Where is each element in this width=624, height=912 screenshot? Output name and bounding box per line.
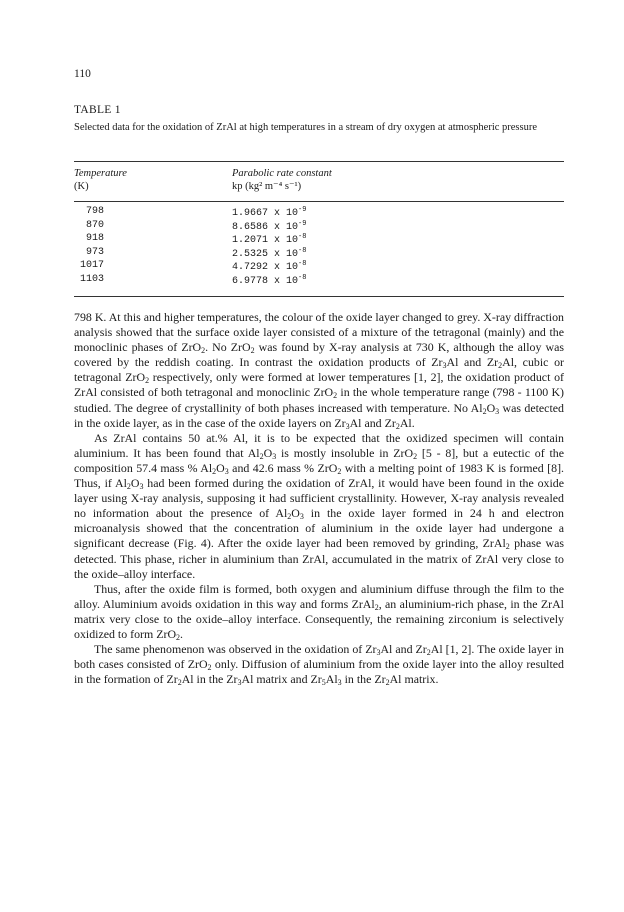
rate-constant-exponent: -8	[298, 246, 307, 255]
rate-constant-mantissa: 8.6586 x 10	[232, 221, 299, 233]
table-top-rule	[74, 161, 564, 162]
rate-constant-cell	[232, 247, 306, 260]
rate-constant-exponent: -8	[298, 233, 307, 241]
temperature-cell: 870	[85, 219, 104, 231]
rate-constant-mantissa: 1.9667 x 10	[232, 208, 299, 219]
rate-constant-exponent: -8	[298, 260, 307, 268]
body-text	[74, 310, 564, 687]
column-unit-rate-constant: kp (kg² m⁻⁴ s⁻¹)	[232, 181, 302, 192]
paragraph-1: 798 K. At this and higher temperatures, the colour of the oxide layer changed to grey. X-ray diffraction analysis showed that the surface oxide layer consisted of a mixture of the tetragonal (mainly) and the monoclinic phases of ZrO$_2$. No ZrO$_2$ was found by X-ray analysis at 730 K, although the alloy was covered by the reddish coating. In contrast the oxidation products of $Zr_3Al$ and $Zr_2Al$, cubic or tetragonal ZrO$_2$ respectively, only were formed at lower temperatures [1, 2], the oxidation product of ZrAl consisted of both tetragonal and monoclinic ZrO$_2$ in the whole temperature range (798 - 1100 K) studied. The degree of crystallinity of both phases increased with temperature. No $Al_2O_3$ was detected in the oxide layer, as in the case of the oxide layers on $Zr_3Al$ and $Zr_2Al$.	[74, 310, 564, 431]
rate-constant-cell	[232, 220, 306, 233]
rate-constant-cell	[232, 260, 306, 273]
column-title-rate-constant: Parabolic rate constant	[232, 168, 332, 179]
rate-constant-exponent: -9	[298, 219, 307, 228]
column-unit-temperature: (K)	[74, 181, 89, 192]
rate-constant-mantissa: 2.5325 x 10	[232, 248, 299, 260]
table-row	[74, 206, 564, 220]
temperature-cell: 798	[85, 206, 104, 217]
rate-constant-mantissa: 4.7292 x 10	[232, 262, 299, 273]
paragraph-4: The same phenomenon was observed in the oxidation of $Zr_3Al$ and $Zr_2Al$ [1, 2]. The oxide layer in both cases consisted of ZrO$_2$ only. Diffusion of aluminium from the oxide layer into the alloy resulted in the formation of $Zr_2Al$ in the $Zr_3Al$ matrix and $Zr_5Al_3$ in the $Zr_2Al$ matrix.	[74, 642, 565, 688]
column-title-temperature: Temperature	[74, 168, 127, 179]
column-header-rate-constant	[232, 167, 332, 193]
paragraph-2: As ZrAl contains 50 at.% Al, it is to be expected that the oxidized specimen will contain aluminium. It has been found that $Al_2O_3$ is mostly insoluble in ZrO$_2$ [5 - 8], but a eutectic of the composition 57.4 mass % $Al_2O_3$ and 42.6 mass % ZrO$_2$ with a melting point of 1983 K is formed [8]. Thus, if $Al_2O_3$ had been formed during the oxidation of ZrAl, it would have been found in the oxide layer using X-ray analysis, supposing it had sufficient crystallinity. However, X-ray analysis revealed no information about the presence of $Al_2O_3$ in the oxide layer formed in 24 h and electron microanalysis showed that the concentration of aluminium in the oxide layer had undergone a significant decrease (Fig. 4). After the oxide layer had been removed by grinding, ZrAl$_2$ phase was detected. This phase, richer in aluminium than ZrAl, accumulated in the matrix of ZrAl very close to the oxide–alloy interface.	[74, 430, 565, 581]
temperature-cell: 1017	[79, 260, 104, 271]
table-row	[74, 247, 564, 261]
rate-constant-mantissa: 6.9778 x 10	[232, 275, 299, 287]
table-label: TABLE 1	[74, 104, 121, 116]
table-row	[74, 220, 564, 234]
table-row	[74, 233, 564, 247]
rate-constant-cell	[232, 233, 306, 246]
rate-constant-exponent: -8	[298, 273, 307, 282]
table-row	[74, 274, 564, 288]
table-row	[74, 260, 564, 274]
rate-constant-mantissa: 1.2071 x 10	[232, 235, 299, 246]
table-header-rule	[74, 201, 564, 202]
column-header-temperature	[74, 167, 127, 193]
rate-constant-exponent: -9	[298, 206, 307, 214]
paragraph-3: Thus, after the oxide film is formed, both oxygen and aluminium diffuse through the film to the alloy. Aluminium avoids oxidation in this way and forms ZrAl$_2$, an aluminium-rich phase, in the ZrAl matrix very close to the oxide–alloy interface. Consequently, the remaining zirconium is selectively oxidized to form ZrO$_2$.	[74, 581, 564, 642]
table-bottom-rule	[74, 296, 564, 297]
temperature-cell: 1103	[79, 273, 104, 285]
rate-constant-cell	[232, 206, 306, 219]
table-caption: Selected data for the oxidation of ZrAl at high temperatures in a stream of dry oxygen at atmospheric pressure	[74, 122, 538, 133]
page-number: 110	[74, 68, 91, 80]
rate-constant-cell	[232, 274, 306, 287]
table-body	[74, 206, 564, 287]
temperature-cell: 973	[85, 246, 104, 258]
temperature-cell: 918	[85, 233, 104, 244]
